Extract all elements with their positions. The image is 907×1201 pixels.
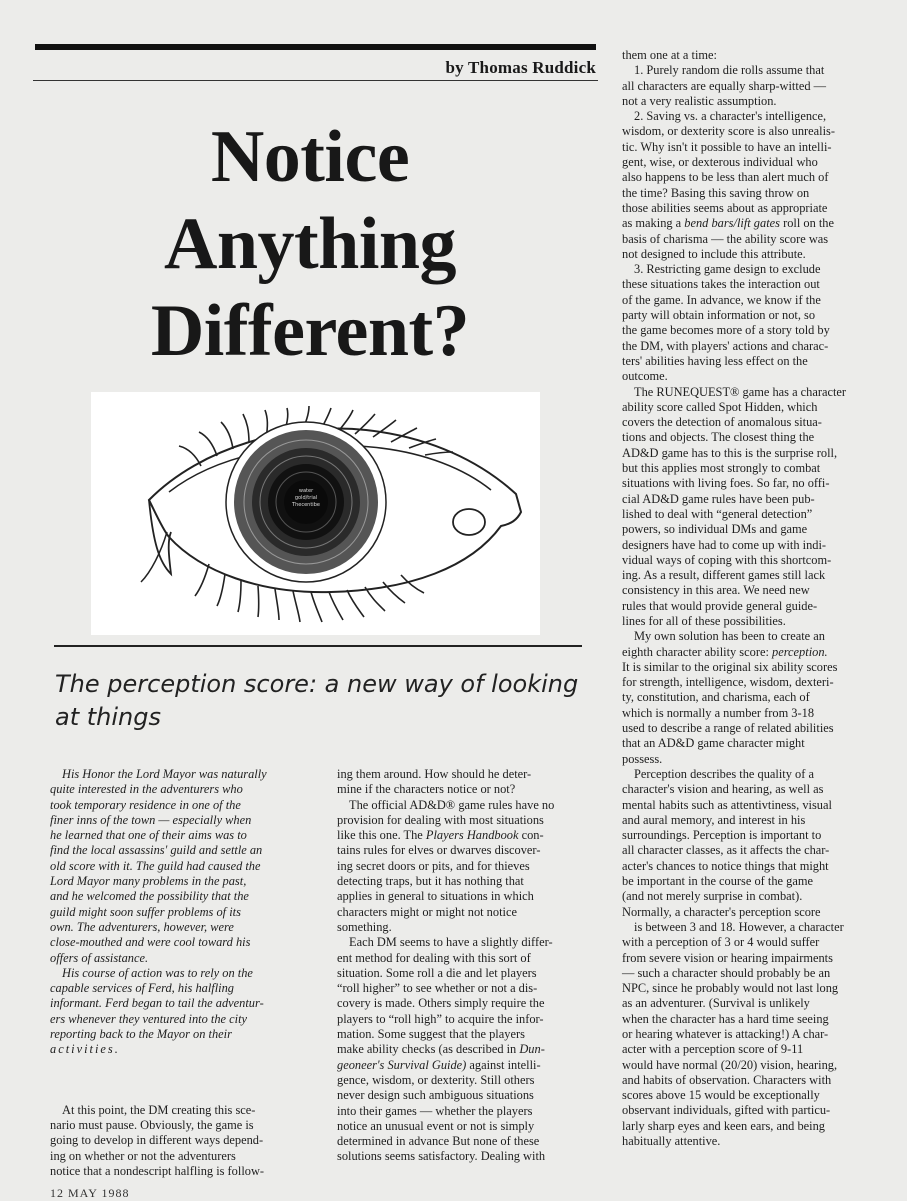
text-line: find the local assassins' guild and settle an [50,843,263,858]
text-line: for strength, intelligence, wisdom, dexteri- [622,675,834,690]
text-line: possess. [622,751,663,766]
text-line: gence, wisdom, or dexterity. Still others [337,1072,535,1087]
text-line: outcome. [622,369,668,384]
text-line: ent method for dealing with this sort of [337,950,531,965]
text-line: as an adventurer. (Survival is unlikely [622,996,810,1011]
body-text-block [50,1103,310,1179]
text-line: 2. Saving vs. a character's intelligence, [634,109,827,124]
text-line: At this point, the DM creating this sce- [62,1102,256,1117]
page-footer: 12 MAY 1988 [50,1186,130,1200]
text-line: informant. Ferd began to tail the adventur- [50,996,264,1011]
text-line: notice an unusual event or not is simply [337,1118,535,1133]
text-line: ability score called Spot Hidden, which [622,399,818,414]
text-line: geoneer's Survival Guide) against intelli- [337,1057,541,1072]
text-line: ing. As a result, different games still lack [622,568,826,583]
text-line: The official AD&D® game rules have no [349,797,555,812]
eye-drawing [91,392,540,635]
text-line: It is similar to the original six ability scores [622,659,838,674]
text-line: quite interested in the adventurers who [50,782,243,797]
text-line: surroundings. Perception is important to [622,828,822,843]
text-line: The RUNEQUEST® game has a character [634,384,847,399]
text-line: with a perception of 3 or 4 would suffer [622,935,820,950]
text-line: close-mouthed and were cool toward his [50,935,251,950]
text-line: basis of charisma — the ability score was [622,231,829,246]
text-line: habitually attentive. [622,1134,721,1149]
text-line: gent, wise, or dexterous individual who [622,155,818,170]
text-line: Perception describes the quality of a [634,766,814,781]
text-line: tic. Why isn't it possible to have an intelli- [622,139,832,154]
text-line: detecting traps, but it has nothing that [337,874,524,889]
text-line: ty, constitution, and charisma, each of [622,690,810,705]
text-line: ing them around. How should he deter- [337,767,532,781]
article-title [60,114,560,375]
text-line: and habits of observation. Characters with [622,1072,832,1087]
text-line: My own solution has been to create an [634,629,825,644]
column-2 [337,767,597,1165]
text-line: finer inns of the town — especially when [50,812,252,827]
text-line: His course of action was to rely on the [62,965,253,980]
text-line: situations with living foes. So far, no offi- [622,476,830,491]
text-line: ters' abilities having less effect on the [622,353,808,368]
text-line: used to describe a range of related abilities [622,721,834,736]
title-line: Notice [210,116,410,198]
text-line: Each DM seems to have a slightly differ- [349,935,553,950]
text-line: old score with it. The guild had caused the [50,858,261,873]
text-line: going to develop in different ways depend- [50,1133,264,1148]
title-line: Anything [163,203,457,285]
text-line: lines for all of these possibilities. [622,613,786,628]
text-line: AD&D game has to this is the surprise roll, [622,445,838,460]
text-line: acter with a perception score of 9-11 [622,1042,804,1057]
text-line: or hearing whatever is attacking!) A char- [622,1027,829,1041]
text-line: covery is made. Others simply require the [337,996,545,1011]
text-line: (and not merely surprise in combat). [622,889,803,904]
text-line: into their games — whether the players [337,1103,533,1118]
text-line: is between 3 and 18. However, a character [634,919,844,934]
text-line: powers, so individual DMs and game [622,522,808,537]
text-line: players to “roll high” to acquire the infor- [337,1011,544,1026]
text-line: the time? Basing this saving throw on [622,185,810,200]
text-line: offers of assistance. [50,950,149,965]
text-line: all character classes, as it affects the char- [622,843,830,858]
text-line: eighth character ability score: perception. [622,644,828,659]
text-line: guild might soon suffer problems of its [50,904,241,919]
text-line: not a very realistic assumption. [622,93,777,108]
text-line: he learned that one of their aims was to [50,828,247,843]
text-line: — such a character should probably be an [622,965,831,980]
column-1 [50,767,310,1179]
text-line: situation. Some roll a die and let players [337,965,537,980]
text-line: those abilities seems about as appropriate [622,200,828,215]
byline: by Thomas Ruddick [445,58,596,77]
text-line: be important in the course of the game [622,874,813,889]
text-line: mine if the characters notice or not? [337,782,516,797]
text-line: characters might or might not notice [337,904,517,919]
text-line: vidual ways of coping with this shortcom- [622,552,832,567]
text-line: like this one. The Players Handbook con- [337,828,544,843]
text-line: consistency in this area. We need new [622,583,810,598]
eye-text-line: Thecentibe [292,502,320,508]
text-line: Lord Mayor many problems in the past, [50,874,247,889]
text-line: acter's chances to notice things that might [622,858,829,873]
text-line: and he welcomed the possibility that the [50,889,249,904]
text-line: nario must pause. Obviously, the game is [50,1117,254,1132]
text-line: “roll higher” to see whether or not a dis- [337,981,538,996]
text-line: tains rules for elves or dwarves discover- [337,843,541,858]
top-thick-rule [35,44,596,50]
text-line: covers the detection of anomalous situa- [622,415,822,430]
title-line: Different? [150,290,470,372]
text-line: notice that a nondescript halfling is follow- [50,1163,265,1178]
text-line: scores above 15 would be exceptionally [622,1088,820,1103]
text-line: Normally, a character's perception score [622,904,821,919]
text-line: character's vision and hearing, as well as [622,782,824,797]
text-line: make ability checks (as described in Dun- [337,1042,545,1057]
text-line: tions and objects. The closest thing the [622,430,815,445]
text-line: also happens to be less than alert much of [622,170,829,185]
text-line: as making a bend bars/lift gates roll on the [622,216,834,231]
text-line: 1. Purely random die rolls assume that [634,63,825,78]
text-line: party will obtain information or not, so [622,308,816,323]
text-line: ing on whether or not the adventurers [50,1148,236,1163]
text-line: all characters are equally sharp-witted — [622,78,827,93]
text-line: which is normally a number from 3-18 [622,705,815,720]
text-line: not designed to include this attribute. [622,246,806,261]
text-line: wisdom, or dexterity score is also unrealis- [622,124,836,139]
eye-text-line: gold/trial [294,495,318,501]
text-line: own. The adventurers, however, were [50,919,234,934]
text-line: observant individuals, gifted with particu- [622,1103,831,1118]
text-line: His Honor the Lord Mayor was naturally [62,767,267,781]
text-line: lished to deal with “general detection” [622,506,813,521]
text-line: activities. [50,1042,120,1057]
text-line: something. [337,919,392,934]
text-line: never design such ambiguous situations [337,1088,534,1103]
text-line: them one at a time: [622,48,717,62]
text-line: capable services of Ferd, his halfling [50,981,234,996]
text-line: would have normal (20/20) vision, hearing, [622,1057,838,1072]
text-line: of the game. In advance, we know if the [622,292,821,307]
text-line: provision for dealing with most situations [337,812,544,827]
text-line: reporting back to the Mayor on their [50,1027,232,1042]
text-line: ing secret doors or pits, and for thieves [337,858,530,873]
text-line: the DM, with players' actions and charac- [622,338,829,353]
text-line: cial AD&D game rules have been pub- [622,491,815,506]
text-line: mental habits such as attentivtiness, visual [622,797,832,812]
text-line: from severe vision or hearing impairments [622,950,833,965]
subtitle: The perception score: a new way of looking at things [55,670,579,731]
text-line: 3. Restricting game design to exclude [634,262,821,277]
text-line: ers whenever they ventured into the city [50,1011,248,1026]
text-line: applies in general to situations in which [337,889,534,904]
text-line: when the character has a hard time seeing [622,1011,829,1026]
text-line: mation. Some suggest that the players [337,1027,525,1042]
column-3 [622,48,892,1149]
text-line: took temporary residence in one of the [50,797,241,812]
text-line: designers have had to come up with indi- [622,537,827,552]
intro-italic-block [50,767,310,1058]
top-thin-rule [33,80,598,81]
text-line: that an AD&D game character might [622,736,805,751]
text-line: and aural memory, and interest in his [622,812,806,827]
text-line: determined in advance But none of these [337,1134,540,1149]
text-line: but this applies most strongly to combat [622,461,821,476]
eye-text-line: water [298,488,314,494]
text-line: NPC, since he probably would not last long [622,981,839,996]
eye-illustration [91,392,540,635]
middle-rule [54,645,582,647]
text-line: larly sharp eyes and keen ears, and being [622,1118,825,1133]
text-line: these situations takes the interaction out [622,277,820,292]
text-line: solutions seems satisfactory. Dealing with [337,1149,546,1164]
text-line: rules that would provide general guide- [622,598,818,613]
text-line: the game becomes more of a story told by [622,323,830,338]
